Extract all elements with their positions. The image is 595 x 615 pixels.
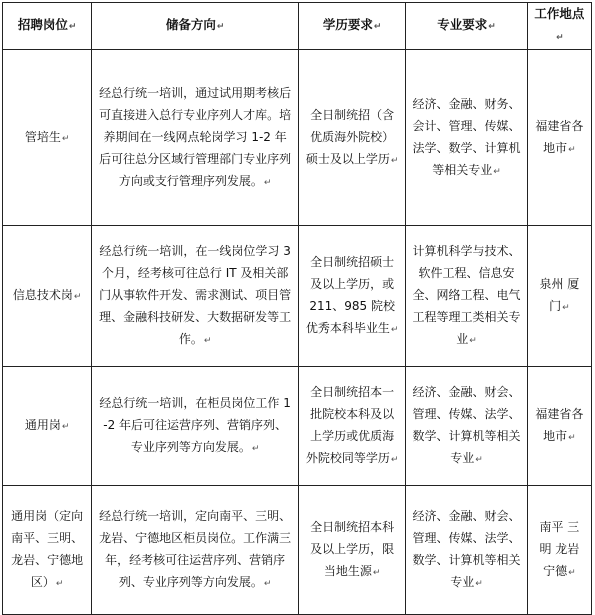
paragraph-mark-icon: ↵ xyxy=(61,133,70,144)
paragraph-mark-icon: ↵ xyxy=(562,303,570,313)
paragraph-mark-icon: ↵ xyxy=(263,579,272,589)
cell-direction: 经总行统一培训，定向南平、三明、龙岩、宁德地区柜员岗位。工作满三年，经考核可往运营序列、营销序列、专业序列等方向发展。↵ xyxy=(92,486,299,615)
cell-education: 全日制统招本科及以上学历，限当地生源↵ xyxy=(298,486,405,615)
paragraph-mark-icon: ↵ xyxy=(372,568,381,578)
paragraph-mark-icon: ↵ xyxy=(568,144,576,155)
cell-major: 经济、金融、财会、管理、传媒、法学、数学、计算机等相关专业↵ xyxy=(406,367,527,486)
paragraph-mark-icon: ↵ xyxy=(475,455,483,465)
cell-post: 通用岗↵ xyxy=(3,367,92,486)
header-post: 招聘岗位↵ xyxy=(3,3,92,50)
paragraph-mark-icon: ↵ xyxy=(68,22,77,32)
paragraph-mark-icon: ↵ xyxy=(73,292,82,302)
cell-education: 全日制统招硕士及以上学历，或 211、985 院校优秀本科毕业生↵ xyxy=(298,226,405,367)
cell-post: 管培生↵ xyxy=(3,50,92,226)
header-row xyxy=(3,3,592,50)
header-direction: 储备方向↵ xyxy=(92,3,299,50)
table-row xyxy=(3,367,592,486)
paragraph-mark-icon: ↵ xyxy=(390,325,399,335)
paragraph-mark-icon: ↵ xyxy=(568,568,576,578)
paragraph-mark-icon: ↵ xyxy=(55,579,64,589)
paragraph-mark-icon: ↵ xyxy=(251,444,260,454)
cell-location: 福建省各地市↵ xyxy=(527,367,591,486)
cell-location: 泉州 厦门↵ xyxy=(527,226,591,367)
paragraph-mark-icon: ↵ xyxy=(61,422,70,432)
table-row xyxy=(3,486,592,615)
header-location: 工作地点↵ xyxy=(527,3,591,50)
paragraph-mark-icon: ↵ xyxy=(263,177,272,188)
cell-direction: 经总行统一培训，在柜员岗位工作 1-2 年后可往运营序列、营销序列、专业序列等方向发展。↵ xyxy=(92,367,299,486)
cell-major: 计算机科学与技术、软件工程、信息安全、网络工程、电气工程等理工类相关专业↵ xyxy=(406,226,527,367)
cell-education: 全日制统招本一批院校本科及以上学历或优质海外院校同等学历↵ xyxy=(298,367,405,486)
cell-post: 信息技术岗↵ xyxy=(3,226,92,367)
paragraph-mark-icon: ↵ xyxy=(568,433,576,443)
paragraph-mark-icon: ↵ xyxy=(203,336,212,346)
paragraph-mark-icon: ↵ xyxy=(390,455,399,465)
paragraph-mark-icon: ↵ xyxy=(373,22,382,32)
paragraph-mark-icon: ↵ xyxy=(216,22,225,32)
cell-location: 福建省各地市↵ xyxy=(527,50,591,226)
cell-education: 全日制统招（含优质海外院校）硕士及以上学历↵ xyxy=(298,50,405,226)
cell-major: 经济、金融、财务、会计、管理、传媒、法学、数学、计算机等相关专业↵ xyxy=(406,50,527,226)
cell-post: 通用岗（定向南平、三明、龙岩、宁德地区）↵ xyxy=(3,486,92,615)
paragraph-mark-icon: ↵ xyxy=(493,166,501,177)
cell-location: 南平 三明 龙岩 宁德↵ xyxy=(527,486,591,615)
header-major: 专业要求↵ xyxy=(406,3,527,50)
paragraph-mark-icon: ↵ xyxy=(556,33,564,43)
paragraph-mark-icon: ↵ xyxy=(488,22,496,32)
recruitment-table xyxy=(2,2,592,615)
paragraph-mark-icon: ↵ xyxy=(469,336,477,346)
cell-major: 经济、金融、财会、管理、传媒、法学、数学、计算机等相关专业↵ xyxy=(406,486,527,615)
table-row xyxy=(3,226,592,367)
paragraph-mark-icon: ↵ xyxy=(390,155,399,166)
cell-direction: 经总行统一培训，在一线岗位学习 3 个月，经考核可往总行 IT 及相关部门从事软件开发、需求测试、项目管理、金融科技研发、大数据研发等工作。↵ xyxy=(92,226,299,367)
paragraph-mark-icon: ↵ xyxy=(475,579,483,589)
header-education: 学历要求↵ xyxy=(298,3,405,50)
cell-direction: 经总行统一培训，通过试用期考核后可直接进入总行专业序列人才库。培养期间在一线网点轮岗学习 1-2 年后可往总分区域行管理部门专业序列方向或支行管理序列发展。↵ xyxy=(92,50,299,226)
table-row xyxy=(3,50,592,226)
